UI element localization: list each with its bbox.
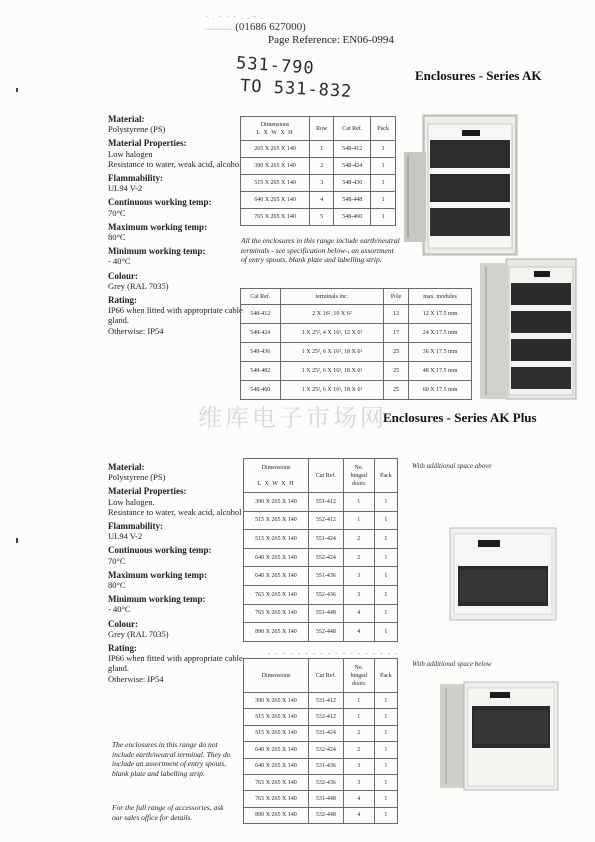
- table-cell: 1: [343, 493, 374, 512]
- table-cell: 25: [384, 343, 409, 362]
- spec-label: Colour:: [108, 618, 138, 629]
- table-row: [244, 774, 398, 790]
- table-cell: 765 X 265 X 140: [244, 791, 309, 807]
- spec-value: IP66 when fitted with appropriate cable gland. Otherwise: IP54: [108, 653, 243, 684]
- table-cell: 60 X 17.5 mm: [409, 381, 472, 400]
- header-faint-line: - . - - - . . - .: [205, 11, 264, 21]
- table-row: [244, 791, 398, 807]
- table-cell: 552-448: [308, 623, 343, 642]
- table-cell: 640 X 265 X 140: [241, 192, 310, 209]
- table-cell: 36 X 17.5 mm: [409, 343, 472, 362]
- table-cell: 890 X 265 X 140: [244, 807, 309, 823]
- table-cell: 531-424: [308, 725, 343, 741]
- table-cell: 548-436: [241, 343, 281, 362]
- table-row: [244, 758, 398, 774]
- table-cell: 1: [374, 623, 397, 642]
- table-header: Dimensions: [244, 659, 309, 693]
- ak-note: All the enclosures in this range include earth/neutral terminals - see specification below-, an assortment of entry spouts, blank plate and labelling strip.: [241, 236, 400, 264]
- table-cell: 1: [310, 141, 334, 158]
- table-header: Cat Ref.: [308, 459, 343, 493]
- watermark: 维库电子市场网: [198, 404, 387, 432]
- table-header: Pack: [374, 459, 397, 493]
- table-cell: 1: [374, 791, 397, 807]
- table-row: [244, 604, 398, 623]
- table-cell: 3: [343, 567, 374, 586]
- table-cell: 765 X 265 X 140: [244, 585, 309, 604]
- table-cell: 515 X 265 X 140: [244, 709, 309, 725]
- dimensions-header: Dimensions: [261, 464, 291, 471]
- table-cell: 1: [374, 585, 397, 604]
- spec-label: Colour:: [108, 270, 138, 281]
- ak-plus-below-photo: [440, 680, 560, 792]
- table-header: max. modules: [409, 289, 472, 305]
- spec-value: 70°C: [108, 555, 126, 566]
- table-row: [244, 511, 398, 530]
- spec-label: Material Properties:: [108, 138, 187, 149]
- table-cell: 640 X 265 X 140: [244, 742, 309, 758]
- table-cell: 890 X 265 X 140: [244, 623, 309, 642]
- table-row: [241, 175, 396, 192]
- table-header: Cat Ref.: [334, 117, 371, 141]
- spec-label: Material:: [108, 114, 145, 124]
- table-cell: 1: [374, 548, 397, 567]
- table-row: [244, 567, 398, 586]
- table-cell: 4: [343, 604, 374, 623]
- table-cell: 1: [374, 807, 397, 823]
- table-cell: 2: [343, 725, 374, 741]
- section-title-ak: Enclosures - Series AK: [415, 68, 542, 83]
- table-cell: 1 X 25², 6 X 16², 18 X 6²: [280, 362, 384, 381]
- table-cell: 390 X 265 X 140: [244, 693, 309, 709]
- handwritten-range-start: 531-790: [235, 53, 316, 79]
- ak-plus-below-table: [243, 658, 398, 824]
- table-cell: 2: [310, 158, 334, 175]
- table-cell: 17: [384, 324, 409, 343]
- table-header: [241, 117, 310, 141]
- table-cell: 1: [374, 742, 397, 758]
- table-cell: 531-436: [308, 758, 343, 774]
- spec-value: Low halogen. Resistance to water, weak acid, alcohol: [108, 496, 242, 517]
- table-header: Pack: [371, 117, 396, 141]
- table-cell: 1: [343, 693, 374, 709]
- header-phone-prefix: ..........: [205, 21, 233, 33]
- table-row: [244, 623, 398, 642]
- table-row: [244, 725, 398, 741]
- table-cell: 532-424: [308, 742, 343, 758]
- table-row: [244, 807, 398, 823]
- spec-label: Material:: [108, 462, 145, 472]
- spec-value: Polystyrene (PS): [108, 124, 166, 135]
- spec-value: 80°C: [108, 232, 126, 243]
- ak-enclosure-photo-small: [404, 112, 524, 262]
- spec-label: Minimum working temp:: [108, 246, 206, 257]
- caption-space-below: With additional space below: [412, 660, 492, 668]
- spec-label: Flammability:: [108, 521, 163, 532]
- page-reference: Page Reference: EN06-0994: [268, 34, 394, 46]
- spec-value: Grey (RAL 7035): [108, 628, 169, 639]
- table-header: Pole: [384, 289, 409, 305]
- table-row: [241, 141, 396, 158]
- table-cell: 1: [374, 774, 397, 790]
- table-header: Pack: [374, 659, 397, 693]
- table-cell: 532-412: [308, 709, 343, 725]
- handwritten-range-end: TO 531-832: [239, 76, 353, 102]
- spec-label: Flammability:: [108, 173, 163, 184]
- table-cell: 2: [343, 742, 374, 758]
- table-cell: 1: [374, 567, 397, 586]
- table-cell: 1: [371, 175, 396, 192]
- table-header: [244, 459, 309, 493]
- table-cell: 4: [343, 791, 374, 807]
- table-cell: 1: [374, 725, 397, 741]
- table-row: [244, 709, 398, 725]
- table-cell: 552-436: [308, 585, 343, 604]
- table-header: No. hinged doors: [343, 659, 374, 693]
- table-cell: 4: [343, 623, 374, 642]
- spec-value: Polystyrene (PS): [108, 472, 166, 483]
- spec-label: Rating:: [108, 295, 137, 306]
- table-cell: 640 X 265 X 140: [244, 567, 309, 586]
- table-cell: 12 X 17.5 mm: [409, 305, 472, 324]
- spec-label: Continuous working temp:: [108, 545, 212, 556]
- table-cell: 1: [374, 530, 397, 549]
- margin-mark: [16, 88, 18, 92]
- spec-value: 70°C: [108, 207, 126, 218]
- table-cell: 1: [374, 758, 397, 774]
- table-row: [241, 209, 396, 226]
- header-phone: (01686 627000): [235, 21, 306, 33]
- table-cell: 1: [374, 693, 397, 709]
- spec-value: UL94 V-2: [108, 531, 143, 542]
- table-header: terminals inc.: [280, 289, 384, 305]
- spec-value: IP66 when fitted with appropriate cable gland. Otherwise: IP54: [108, 305, 243, 336]
- table-row: [241, 192, 396, 209]
- table-cell: 551-436: [308, 567, 343, 586]
- table-header: No. hinged doors: [343, 459, 374, 493]
- table-cell: 551-412: [308, 493, 343, 512]
- dimensions-subheader: L X W X H: [256, 129, 294, 136]
- table-row: [244, 693, 398, 709]
- header-phone-line: [205, 21, 306, 33]
- table-cell: 25: [384, 362, 409, 381]
- table-cell: 1: [343, 511, 374, 530]
- table-cell: 3: [343, 774, 374, 790]
- spec-value: - 40°C: [108, 256, 131, 267]
- ak-plus-accessories-note: For the full range of accessories, ask our sales office for details.: [112, 803, 224, 822]
- table-cell: 3: [310, 175, 334, 192]
- table-cell: 2: [343, 530, 374, 549]
- table-cell: 765 X 265 X 140: [244, 604, 309, 623]
- table-cell: 548-482: [241, 362, 281, 381]
- table-cell: 548-424: [241, 324, 281, 343]
- table-cell: 4: [343, 807, 374, 823]
- table-cell: 1: [371, 192, 396, 209]
- dimensions-subheader: L X W X H: [257, 480, 295, 487]
- table-cell: 1: [374, 511, 397, 530]
- table-cell: 531-448: [308, 791, 343, 807]
- caption-space-above: With additional space above: [412, 462, 492, 470]
- table-cell: 3: [343, 758, 374, 774]
- table-cell: 2 X 16², 10 X 6²: [280, 305, 384, 324]
- table-cell: 1: [343, 709, 374, 725]
- table-cell: 1: [371, 209, 396, 226]
- spec-value: - 40°C: [108, 604, 131, 615]
- table-row: [244, 742, 398, 758]
- table-cell: 548-460: [241, 381, 281, 400]
- spec-label: Maximum working temp:: [108, 221, 207, 232]
- table-cell: 5: [310, 209, 334, 226]
- table-cell: 1 X 25², 4 X 16², 12 X 6²: [280, 324, 384, 343]
- table-header: Cat Ref.: [308, 659, 343, 693]
- table-row: [244, 493, 398, 512]
- table-cell: 1 X 25², 6 X 16², 18 X 6²: [280, 343, 384, 362]
- specs-ak: [108, 114, 243, 336]
- table-row: [244, 530, 398, 549]
- spec-label: Material Properties:: [108, 486, 187, 497]
- table-cell: 390 X 265 X 140: [244, 493, 309, 512]
- table-cell: 515 X 265 X 140: [244, 725, 309, 741]
- table-cell: 548-460: [334, 209, 371, 226]
- table-cell: 515 X 265 X 140: [244, 511, 309, 530]
- table-cell: 24 X 17.5 mm: [409, 324, 472, 343]
- table-cell: 532-436: [308, 774, 343, 790]
- table-cell: 515 X 265 X 140: [244, 530, 309, 549]
- table-cell: 1: [374, 604, 397, 623]
- spec-label: Continuous working temp:: [108, 197, 212, 208]
- ak-plus-above-photo: [448, 526, 558, 622]
- table-cell: 1: [371, 158, 396, 175]
- dimensions-header: Dimensions: [260, 121, 290, 128]
- table-cell: 25: [384, 381, 409, 400]
- margin-mark: [16, 538, 18, 543]
- table-cell: 1: [374, 709, 397, 725]
- table-cell: 1: [371, 141, 396, 158]
- spec-value: Grey (RAL 7035): [108, 280, 169, 291]
- divider-dash: - - - - - - - - - - - - - - - - - -: [268, 651, 400, 657]
- ak-plus-note: The enclosures in this range do not include earth/neutral terminal. They do include an assortment of entry spouts, blank plate and labelling strip.: [112, 740, 231, 778]
- table-cell: 551-424: [308, 530, 343, 549]
- table-cell: 1 X 25², 6 X 16², 18 X 6²: [280, 381, 384, 400]
- table-cell: 548-412: [334, 141, 371, 158]
- table-cell: 552-412: [308, 511, 343, 530]
- table-row: [244, 548, 398, 567]
- spec-label: Minimum working temp:: [108, 594, 206, 605]
- ak-enclosure-photo-large: [420, 255, 580, 405]
- table-header: Row: [310, 117, 334, 141]
- table-cell: 265 X 265 X 140: [241, 141, 310, 158]
- table-cell: 548-424: [334, 158, 371, 175]
- table-cell: 515 X 265 X 140: [241, 175, 310, 192]
- table-cell: 765 X 265 X 140: [241, 209, 310, 226]
- spec-value: 80°C: [108, 580, 126, 591]
- table-cell: 640 X 265 X 140: [244, 758, 309, 774]
- table-cell: 1: [374, 493, 397, 512]
- specs-ak-plus: [108, 462, 243, 684]
- table-header: Cat Ref.: [241, 289, 281, 305]
- spec-label: Rating:: [108, 643, 137, 654]
- table-cell: 765 X 265 X 140: [244, 774, 309, 790]
- table-cell: 548-412: [241, 305, 281, 324]
- table-cell: 3: [343, 585, 374, 604]
- table-cell: 48 X 17.5 mm: [409, 362, 472, 381]
- table-cell: 12: [384, 305, 409, 324]
- table-cell: 548-436: [334, 175, 371, 192]
- section-title-ak-plus: Enclosures - Series AK Plus: [383, 410, 537, 425]
- spec-value: UL94 V-2: [108, 183, 143, 194]
- table-cell: 2: [343, 548, 374, 567]
- table-cell: 390 X 265 X 140: [241, 158, 310, 175]
- spec-value: Low halogen Resistance to water, weak acid, alcohol: [108, 148, 242, 169]
- table-row: [244, 585, 398, 604]
- table-cell: 548-448: [334, 192, 371, 209]
- ak-dimensions-table: [240, 116, 396, 226]
- table-cell: 532-448: [308, 807, 343, 823]
- table-cell: 531-412: [308, 693, 343, 709]
- table-cell: 552-424: [308, 548, 343, 567]
- spec-label: Maximum working temp:: [108, 569, 207, 580]
- ak-plus-above-table: [243, 458, 398, 642]
- table-cell: 551-448: [308, 604, 343, 623]
- table-cell: 640 X 265 X 140: [244, 548, 309, 567]
- table-row: [241, 158, 396, 175]
- table-cell: 4: [310, 192, 334, 209]
